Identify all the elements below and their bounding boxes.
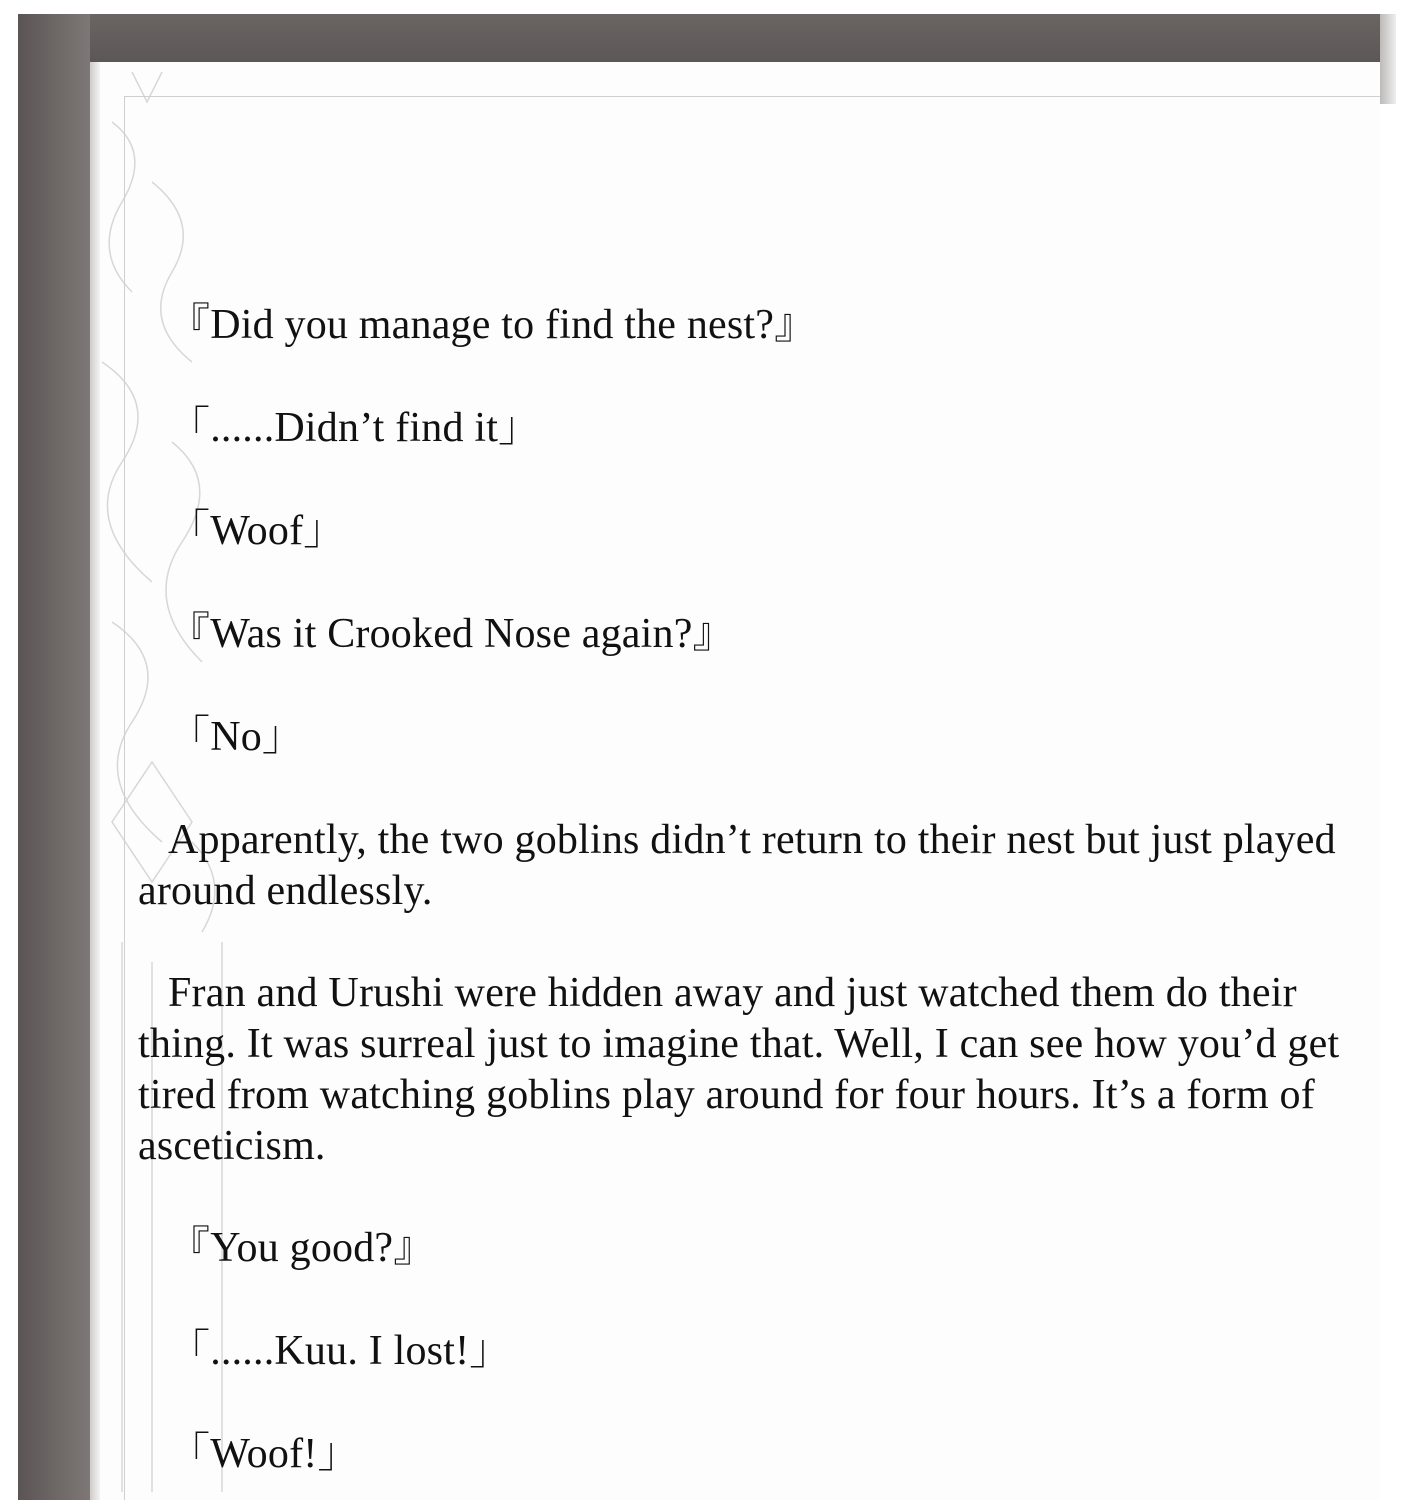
dialogue-line: 「......Kuu. I lost!」 xyxy=(168,1328,512,1374)
dialogue-line: 「Woof」 xyxy=(168,508,346,554)
dialogue-line: 「No」 xyxy=(168,714,305,760)
novel-text xyxy=(138,300,1378,1500)
dialogue-line: 『Was it Crooked Nose again?』 xyxy=(168,611,735,657)
book-frame-top xyxy=(18,14,1396,66)
dialogue-line: 『Did you manage to find the nest?』 xyxy=(168,302,817,348)
book-spine-left xyxy=(18,14,90,1500)
book-frame-corner-shadow xyxy=(1380,14,1396,104)
narration-paragraph: Fran and Urushi were hidden away and just watched them do their thing. It was surreal just to imagine that. Well, I can see how you’d get tired from watching goblins play around for four hours. It’s a form of asceticism. xyxy=(138,970,1340,1169)
inner-border-top xyxy=(124,96,1380,97)
narration-paragraph: Apparently, the two goblins didn’t return to their nest but just played around endlessly. xyxy=(138,817,1336,914)
inner-border-left xyxy=(124,96,125,1500)
dialogue-line: 「Woof!」 xyxy=(168,1431,360,1477)
dialogue-line: 『You good?』 xyxy=(168,1225,436,1271)
dialogue-line: 「......Didn’t find it」 xyxy=(168,405,541,451)
